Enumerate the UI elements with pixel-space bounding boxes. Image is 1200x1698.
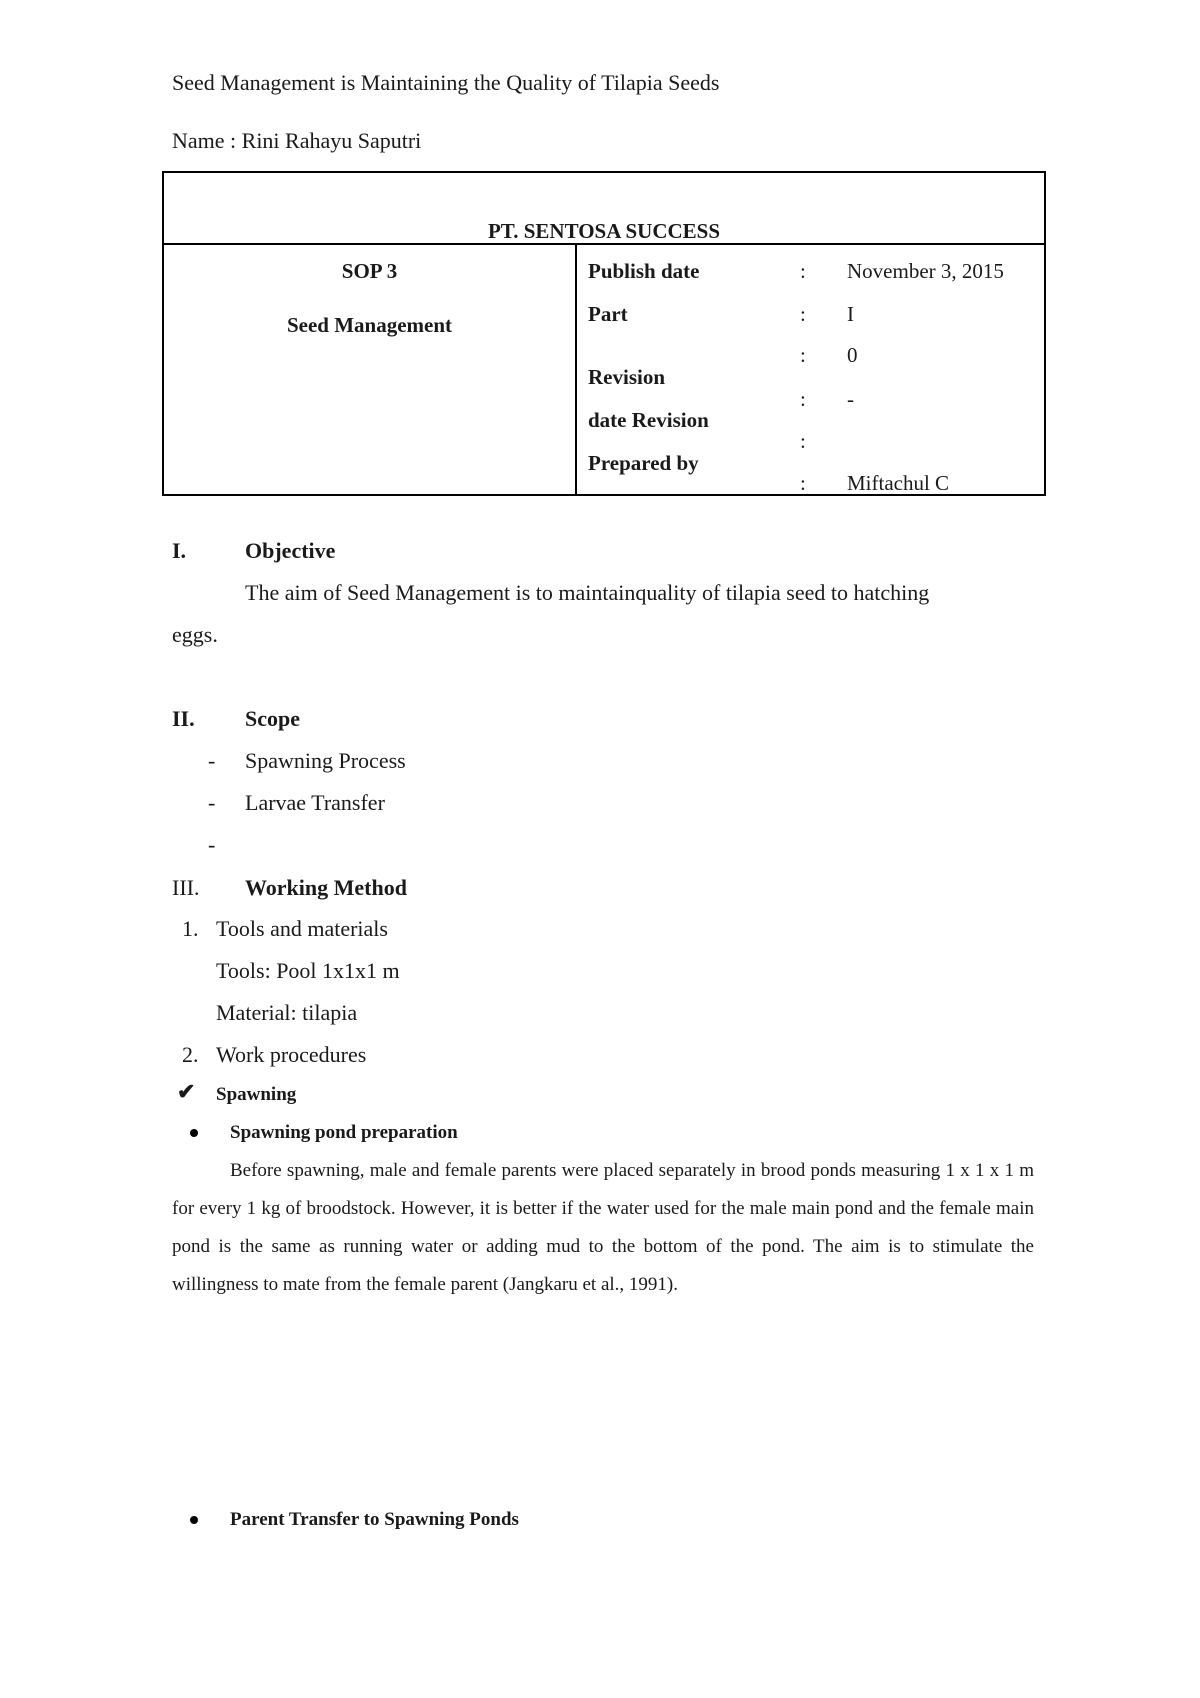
step-title-procedures: Work procedures	[216, 1042, 367, 1067]
bullet-icon	[190, 1516, 198, 1524]
field-value-prepared-by: Miftachul C	[847, 471, 950, 495]
field-colon: :	[800, 471, 806, 495]
field-colon: :	[800, 302, 806, 326]
field-label-revision: Revision	[588, 365, 666, 389]
table-divider-vertical	[575, 244, 577, 494]
list-dash: -	[208, 748, 216, 773]
tools-line: Tools: Pool 1x1x1 m	[216, 958, 400, 983]
subheading-spawning: Spawning	[216, 1084, 297, 1105]
field-label-prepared-by: Prepared by	[588, 451, 699, 475]
section-title-scope: Scope	[245, 706, 300, 731]
material-line: Material: tilapia	[216, 1000, 358, 1025]
paragraph-text: Before spawning, male and female parents were placed separately in brood ponds measuring 1 x 1 x 1 m for every 1 kg of broodstock. However, it is better if the water used for the male main pond and the female main pond is the same as running water or adding mud to the bottom of the pond. The aim is to stimulate the willingness to mate from the female parent (Jangkaru et al., 1991).	[172, 1160, 1034, 1295]
checkmark-icon: ✔	[177, 1079, 196, 1104]
objective-text: The aim of Seed Management is to maintainquality of tilapia seed to hatching	[245, 580, 930, 605]
step-number: 1.	[182, 916, 199, 941]
field-value-date-revision: -	[847, 387, 854, 411]
sop-name: Seed Management	[286, 313, 453, 337]
field-colon: :	[800, 343, 806, 367]
field-label-date-revision: date Revision	[588, 408, 709, 432]
field-value-revision: 0	[847, 343, 858, 367]
step-title-tools: Tools and materials	[216, 916, 388, 941]
sop-header-table	[162, 171, 1046, 496]
section-number: I.	[172, 538, 187, 563]
bullet-icon	[190, 1129, 198, 1137]
objective-text-continued: eggs.	[172, 622, 218, 647]
field-label-part: Part	[588, 302, 628, 326]
subheading-pond-preparation: Spawning pond preparation	[230, 1122, 458, 1143]
field-value-part: I	[847, 302, 854, 326]
list-dash: -	[208, 832, 216, 857]
field-colon: :	[800, 429, 806, 453]
sop-number: SOP 3	[341, 259, 398, 283]
field-value-publish-date: November 3, 2015	[847, 259, 1004, 283]
field-label-publish-date: Publish date	[588, 259, 700, 283]
scope-item: Spawning Process	[245, 748, 406, 773]
field-colon: :	[800, 387, 806, 411]
section-title-working-method: Working Method	[245, 875, 407, 900]
section-number: II.	[172, 706, 195, 731]
list-dash: -	[208, 790, 216, 815]
procedure-paragraph	[172, 1152, 1034, 1304]
section-number: III.	[172, 875, 200, 900]
scope-item: Larvae Transfer	[245, 790, 385, 815]
subheading-parent-transfer: Parent Transfer to Spawning Ponds	[230, 1509, 519, 1530]
section-title-objective: Objective	[245, 538, 336, 563]
author-name: Name : Rini Rahayu Saputri	[172, 128, 422, 153]
company-name: PT. SENTOSA SUCCESS	[487, 219, 721, 243]
document-title: Seed Management is Maintaining the Quality of Tilapia Seeds	[172, 70, 720, 95]
field-colon: :	[800, 259, 806, 283]
step-number: 2.	[182, 1042, 199, 1067]
